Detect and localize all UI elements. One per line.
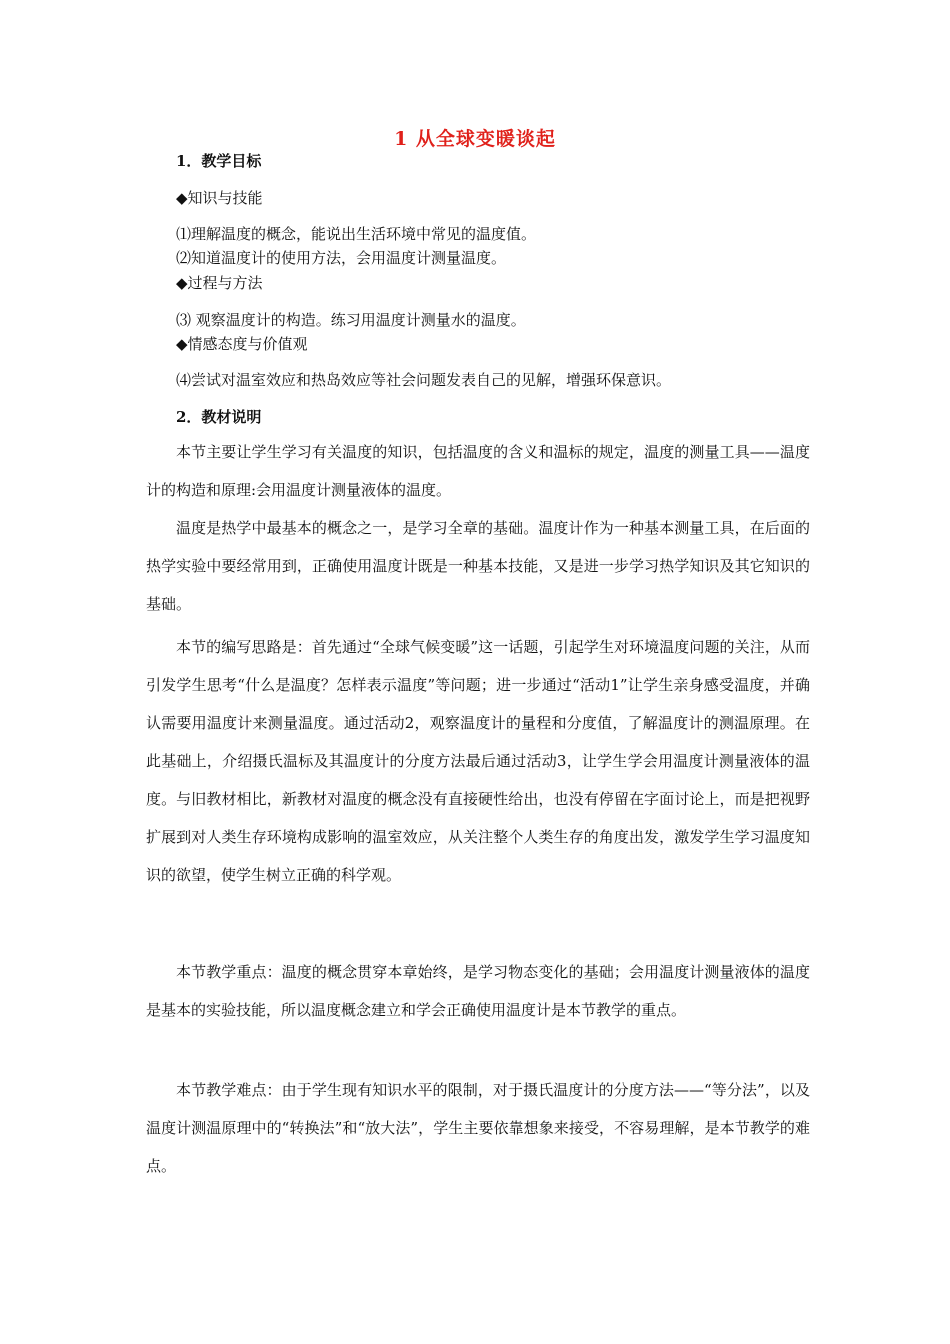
paragraph-key-points: 本节教学重点：温度的概念贯穿本章始终，是学习物态变化的基础；会用温度计测量液体的温度是基本的实验技能，所以温度概念建立和学会正确使用温度计是本节教学的重点。 — [146, 963, 810, 1019]
paragraph-writing-approach: 本节的编写思路是：首先通过“全球气候变暖”这一话题，引起学生对环境温度问题的关注，从而引发学生思考“什么是温度？怎样表示温度”等问题；进一步通过“活动1”让学生亲身感受温度，并确认需要用温度计来测量温度。通过活动2，观察温度计的量程和分度值，了解温度计的测温原理。在此基础上，介绍摄氏温标及其温度计的分度方法最后通过活动3，让学生学会用温度计测量液体的温度。与旧教材相比，新教材对温度的概念没有直接硬性给出，也没有停留在字面讨论上，而是把视野扩展到对人类生存环境构成影响的温室效应，从关注整个人类生存的角度出发，激发学生学习温度知识的欲望，使学生树立正确的科学观。 — [146, 638, 810, 884]
document-title: 1 从全球变暖谈起 — [394, 128, 556, 150]
section-heading-material-notes: 2．教材说明 — [176, 408, 262, 426]
goal-item-2: ⑵知道温度计的使用方法，会用温度计测量温度。 — [176, 249, 507, 267]
goal-item-3: ⑶ 观察温度计的构造。练习用温度计测量水的温度。 — [176, 311, 526, 329]
paragraph-difficult-points: 本节教学难点：由于学生现有知识水平的限制，对于摄氏温度计的分度方法——“等分法”，以及温度计测温原理中的“转换法”和“放大法”，学生主要依靠想象来接受，不容易理解，是本节教学的难点。 — [146, 1081, 810, 1175]
subheading-process-methods: ◆过程与方法 — [176, 274, 263, 292]
paragraph-intro: 本节主要让学生学习有关温度的知识，包括温度的含义和温标的规定，温度的测量工具——温度计的构造和原理:会用温度计测量液体的温度。 — [146, 443, 810, 499]
goal-item-1: ⑴理解温度的概念，能说出生活环境中常见的温度值。 — [176, 225, 537, 243]
paragraph-temperature-basics: 温度是热学中最基本的概念之一，是学习全章的基础。温度计作为一种基本测量工具，在后面的热学实验中要经常用到，正确使用温度计既是一种基本技能，又是进一步学习热学知识及其它知识的基础。 — [146, 519, 810, 613]
subheading-knowledge-skills: ◆知识与技能 — [176, 189, 263, 207]
goal-item-4: ⑷尝试对温室效应和热岛效应等社会问题发表自己的见解，增强环保意识。 — [176, 371, 672, 389]
section-heading-teaching-goals: 1．教学目标 — [176, 152, 262, 170]
subheading-attitudes-values: ◆情感态度与价值观 — [176, 335, 308, 353]
